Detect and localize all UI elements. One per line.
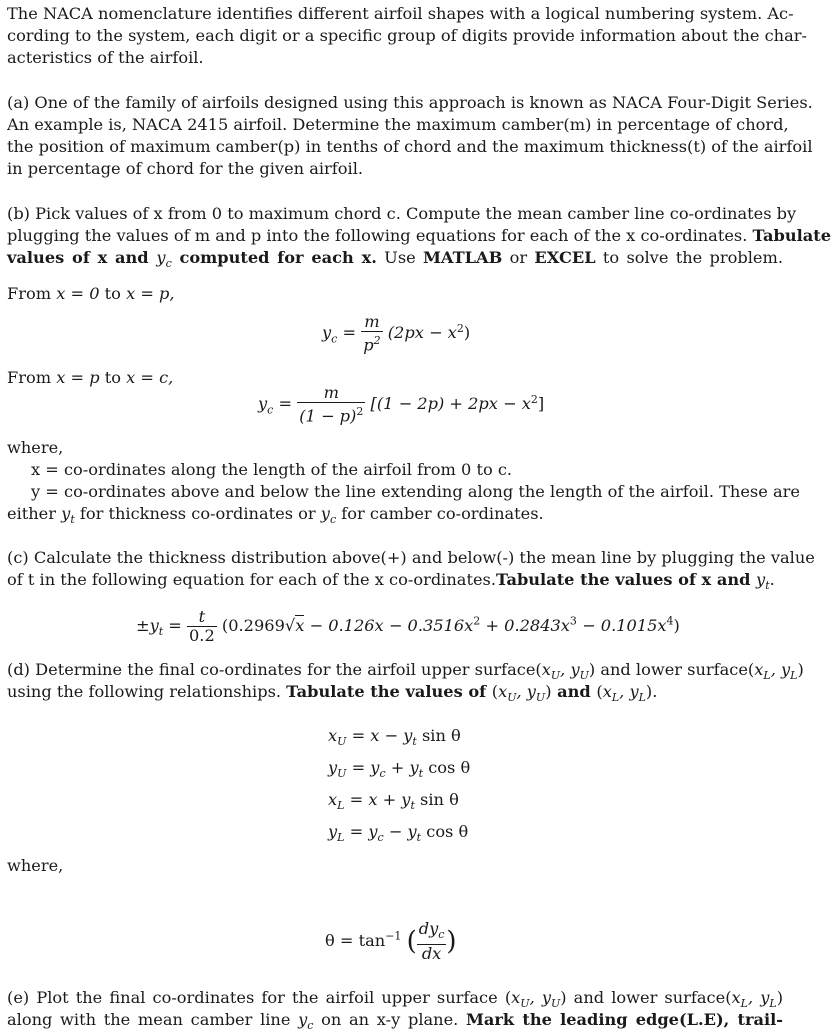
lower-coords-2: $x_L$, $y_L$ — [602, 682, 646, 705]
eq3-denominator: 0.2 — [189, 626, 215, 645]
theta-num-text: dy — [418, 919, 439, 938]
theta-numerator: $dy_c$ — [418, 919, 445, 942]
part-b-tail: to solve the problem. — [595, 248, 783, 267]
eq2-den-text: (1 − p) — [299, 406, 357, 426]
sqrt-symbol: √ — [284, 616, 296, 635]
where-label-2: where, — [7, 856, 64, 875]
lower-coords-3: $x_L$, $y_L$ — [731, 988, 777, 1011]
eq3-numerator: t — [198, 607, 206, 626]
eq3-rhs-c: − 0.126x − 0.3516x — [304, 616, 474, 635]
part-b-use: Use — [376, 248, 424, 267]
part-e-line-1: (e) Plot the final co-ordinates for the airfoil upper surface ($x_U$, $y_U$) and lower $surface(x_L$, $y_L$) — [7, 988, 784, 1011]
y-definition-2 — [7, 504, 544, 530]
part-a-line-3: the position of maximum camber(p) in tenths of chord and the maximum thickness(t) of the airfoil — [7, 137, 813, 156]
or-label: or — [502, 248, 535, 267]
from-math-2a: x = p — [56, 368, 100, 387]
eq6-sin: sin θ — [420, 790, 459, 809]
intro-line-3: acteristics of the airfoil. — [7, 48, 204, 67]
part-e-plane: on an x-y plane. — [313, 1010, 466, 1029]
equation-yl: $y_L = y_c - y_t$ cos θ — [328, 822, 469, 845]
part-b-line-2-text: plugging the values of m and p into the following equations for each of the x co-ordinates. — [7, 226, 753, 245]
excel-label: EXCEL — [534, 248, 596, 267]
part-d-and: and — [551, 682, 597, 701]
lower-coords-1: $x_L$, $y_L$ — [754, 660, 798, 683]
part-b-line-3 — [7, 248, 783, 274]
part-b-tabulate: Tabulate — [752, 226, 831, 245]
from-range-1 — [7, 284, 175, 304]
part-d-post: ) — [797, 660, 804, 679]
theta-denominator: dx — [417, 944, 447, 963]
y-def-post: for camber co-ordinates. — [336, 504, 544, 523]
part-c-line-1: (c) Calculate the thickness distribution above(+) and below(-) the mean line by plugging the value — [7, 548, 815, 567]
part-d-pre: (d) Determine the final co-ordinates for the airfoil upper surface( — [7, 660, 542, 679]
eq2-rhs: [(1 − 2p) + 2px − x — [370, 394, 531, 414]
to-label-2: to — [99, 368, 127, 387]
part-d-mid: ) and lower surface( — [588, 660, 755, 679]
part-c-tabulate: Tabulate the values of x and — [495, 570, 757, 589]
from-math-2b: x = c, — [126, 368, 174, 387]
eq2-fraction — [297, 384, 365, 425]
eq7-cos: cos θ — [426, 822, 469, 841]
eq4-rhs: = x − y — [351, 726, 413, 745]
eq4-sin: sin θ — [422, 726, 461, 745]
eq2-denominator: $(1 - p)^2$ — [297, 402, 365, 425]
eq2-lhs-sub: c — [267, 403, 274, 417]
part-b-bold-2: computed for each x. — [171, 248, 377, 267]
equation-xu: $x_U = x - y_t$ sin θ — [328, 726, 461, 749]
from-range-2 — [7, 368, 173, 388]
part-e-mark: Mark the leading edge(L.E), trail- — [466, 1010, 783, 1029]
eq5-rhs: = y — [351, 758, 380, 777]
part-b-line-1: (b) Pick values of x from 0 to maximum chord c. Compute the mean camber line co-ordinates by — [7, 204, 797, 223]
part-a-line-4: in percentage of chord for the given airfoil. — [7, 159, 364, 178]
upper-coords-1: $x_U$, $y_U$ — [541, 660, 589, 683]
yc-symbol-3: $y_c$ — [298, 1010, 314, 1033]
eq2-lhs: y — [258, 394, 268, 414]
equation-xl: $x_L = x + y_t$ sin θ — [328, 790, 459, 813]
part-e-along: along with the mean camber line — [7, 1010, 299, 1029]
part-e-pre: (e) Plot the final co-ordinates for the airfoil upper surface — [7, 988, 505, 1007]
from-label-1: From — [7, 284, 57, 303]
eq3-rhs-e: − 0.1015x — [576, 616, 667, 635]
theta-lhs: θ = tan — [325, 931, 386, 951]
eq1-numerator: m — [364, 312, 380, 331]
yt-symbol-2: $y_t$ — [756, 570, 770, 593]
y-def-either: either — [7, 504, 62, 523]
eq3-sqrt-arg: x — [295, 616, 305, 635]
part-e-line-2 — [7, 1010, 783, 1036]
eq3-rhs-d: + 0.2843x — [480, 616, 570, 635]
equation-thickness: $\pm y_t$ = $\frac{t}{0.2}$ $(0.2969√x - 0.126x - 0.3516x^2 + 0.2843x^3 - 0.1015x^4)$ — [136, 607, 680, 645]
from-math-1a: x = 0 — [56, 284, 100, 303]
eq3-lhs: ±y — [136, 616, 159, 635]
eq3-lhs-sub: t — [158, 625, 164, 639]
part-b-bold-1: values of x and — [7, 248, 157, 267]
eq1-lhs-sub: c — [331, 332, 338, 346]
yc-symbol: $y_c$ — [156, 248, 172, 271]
equation-camber-1: $y_c$ = $\frac{m}{p^2}$ $(2px - x^2)$ — [322, 312, 471, 355]
equation-yu: $y_U = y_c + y_t$ cos θ — [328, 758, 471, 781]
theta-fraction — [417, 920, 447, 963]
intro-line-2: cording to the system, each digit or a specific group of digits provide information about the char- — [7, 26, 807, 45]
part-c-text: of t in the following equation for each of the x co-ordinates. — [7, 570, 496, 589]
eq2-numerator: m — [323, 383, 339, 402]
part-e-mid: and lower surface — [566, 988, 726, 1007]
yc-symbol-2: $y_c$ — [320, 504, 337, 527]
part-c-line-2: of t in the following equation for each of the x co-ordinates.Tabulate the values of x and $y_t$. — [7, 570, 775, 593]
x-definition: x = co-ordinates along the length of the airfoil from 0 to c. — [31, 460, 513, 479]
yt-symbol-1: $y_t$ — [61, 504, 75, 527]
from-math-1b: x = p, — [126, 284, 175, 303]
eq1-lhs: y — [322, 323, 332, 343]
part-a-line-2: An example is, NACA 2415 airfoil. Determine the maximum camber(m) in percentage of chord, — [7, 115, 789, 134]
equation-camber-2: $y_c$ = $\frac{m}{(1 - p)^2}$ $[(1 - 2p) + 2px - x^2]$ — [258, 383, 545, 426]
eq6-rhs: = x + y — [349, 790, 411, 809]
intro-line-1: The NACA nomenclature identifies different airfoil shapes with a logical numbering system. Ac- — [7, 4, 794, 23]
eq1-denominator: $p^2$ — [361, 331, 382, 354]
matlab-label: MATLAB — [423, 248, 503, 267]
part-a-line-1: (a) One of the family of airfoils designed using this approach is known as NACA Four-Digit Series. — [7, 93, 813, 112]
part-b-line-2 — [7, 226, 831, 246]
eq7-rhs: = y — [349, 822, 378, 841]
eq1-fraction — [361, 313, 382, 354]
eq3-rhs-a: (0.2969 — [221, 616, 285, 635]
eq1-den-text: p — [363, 335, 374, 355]
y-definition-1: y = co-ordinates above and below the line extending along the length of the airfoil. These are — [31, 482, 800, 501]
eq1-rhs: (2px − x — [387, 323, 457, 343]
to-label-1: to — [99, 284, 127, 303]
eq5-cos: cos θ — [428, 758, 471, 777]
y-def-mid: for thickness co-ordinates or — [74, 504, 321, 523]
eq3-fraction — [187, 608, 217, 645]
upper-coords-2: $x_U$, $y_U$ — [498, 682, 546, 705]
part-d-tabulate: Tabulate the values of — [286, 682, 492, 701]
equation-theta: $\theta = \tan^{-1}$ ( $\frac{dy_c}{dx}$ ) — [325, 919, 457, 964]
from-label-2: From — [7, 368, 57, 387]
part-d-using: using the following relationships. — [7, 682, 287, 701]
part-d-line-2: using the following relationships. Tabulate the values of ($x_U$, $y_U$) and ($x_L$, $y_L$). — [7, 682, 658, 705]
where-label-1: where, — [7, 438, 64, 457]
upper-coords-3: $x_U$, $y_U$ — [511, 988, 561, 1011]
